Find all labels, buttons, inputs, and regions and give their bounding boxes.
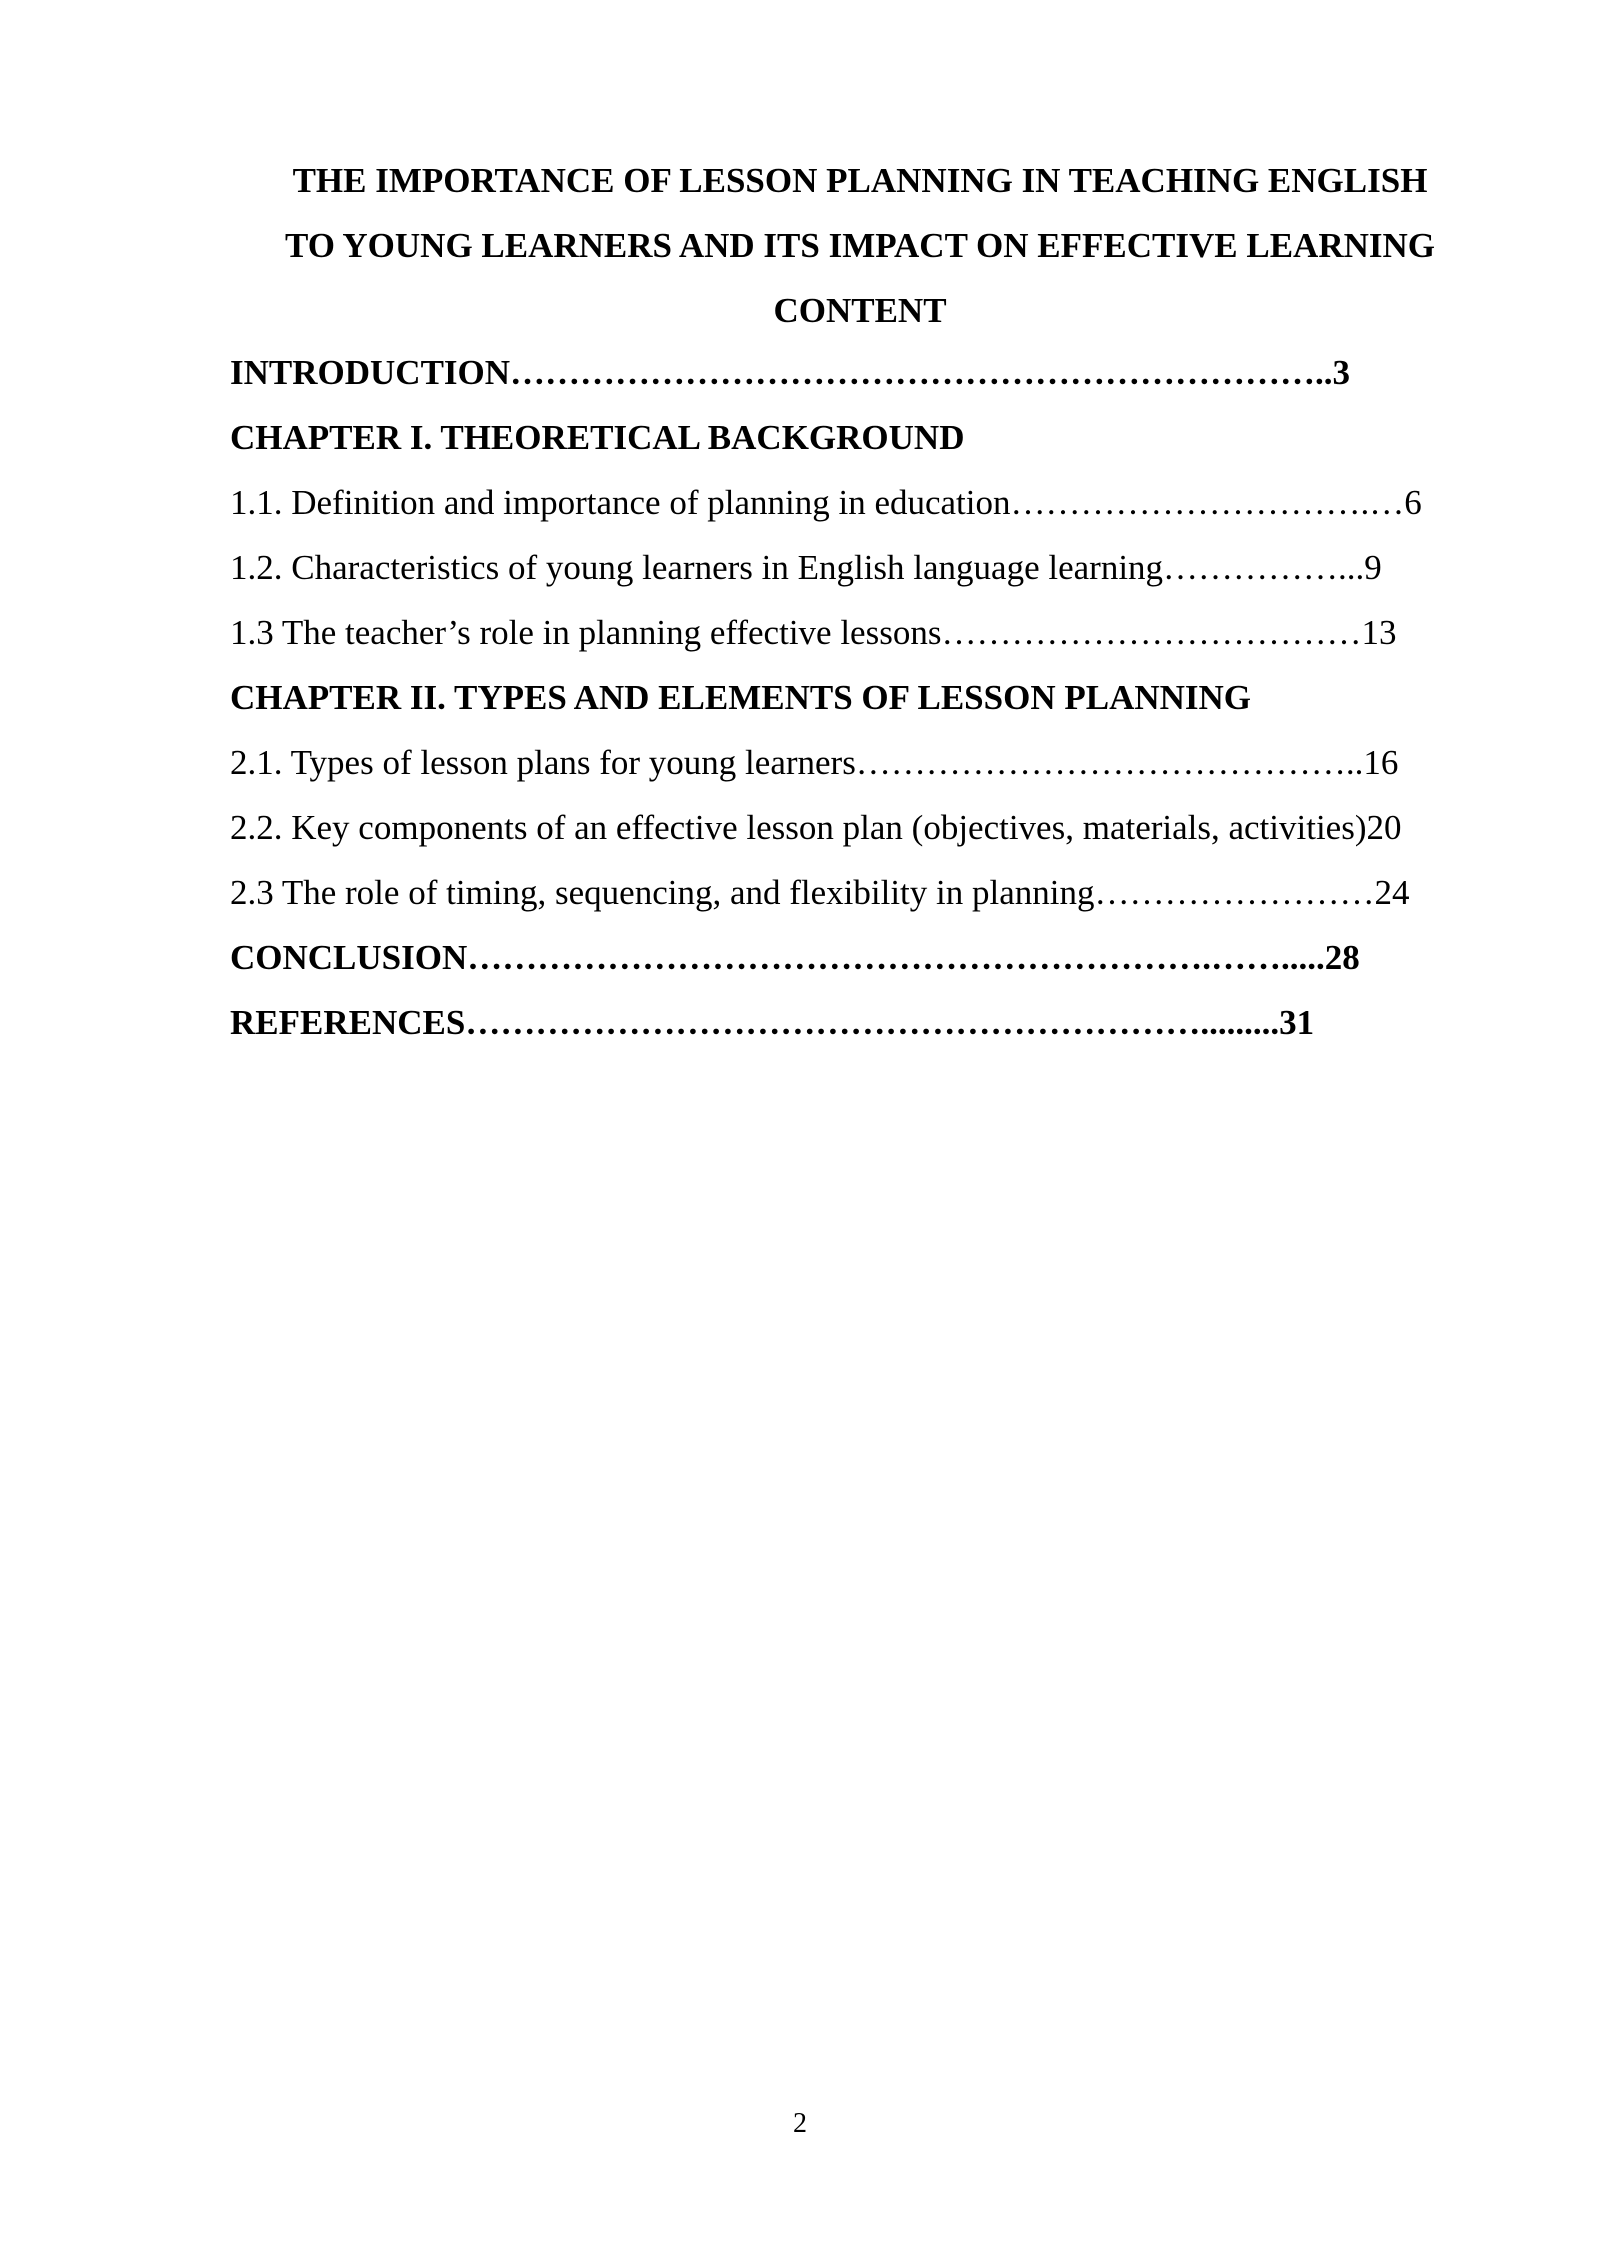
toc-entry-1-1: 1.1. Definition and importance of planning in education………………………….…6 — [230, 483, 1422, 522]
toc-entry-chapter-1: CHAPTER I. THEORETICAL BACKGROUND — [230, 418, 965, 457]
document-title — [200, 148, 1520, 343]
toc-entry-1-3: 1.3 The teacher’s role in planning effective lessons………………………………13 — [230, 613, 1397, 652]
toc-entry-1-2: 1.2. Characteristics of young learners in English language learning……………...9 — [230, 548, 1382, 587]
toc-entry-2-3: 2.3 The role of timing, sequencing, and flexibility in planning……………………24 — [230, 873, 1410, 912]
toc-entry-references: REFERENCES……………………………………………………….........31 — [230, 1003, 1315, 1042]
toc-entry-introduction: INTRODUCTION……………………………………………………………..3 — [230, 353, 1351, 392]
toc-entry-2-1: 2.1. Types of lesson plans for young learners……………………………………..16 — [230, 743, 1399, 782]
toc-entry-2-2: 2.2. Key components of an effective lesson plan (objectives, materials, activities)20 — [230, 808, 1402, 847]
page-number: 2 — [793, 2108, 807, 2139]
title-line-1: THE IMPORTANCE OF LESSON PLANNING IN TEACHING ENGLISH — [292, 161, 1428, 200]
title-line-2: TO YOUNG LEARNERS AND ITS IMPACT ON EFFECTIVE LEARNING — [285, 226, 1435, 265]
table-of-contents — [230, 340, 1530, 1055]
title-line-3: CONTENT — [773, 291, 947, 330]
toc-entry-chapter-2: CHAPTER II. TYPES AND ELEMENTS OF LESSON PLANNING — [230, 678, 1252, 717]
toc-entry-conclusion: CONCLUSION……………………………………………………….…….....28 — [230, 938, 1360, 977]
